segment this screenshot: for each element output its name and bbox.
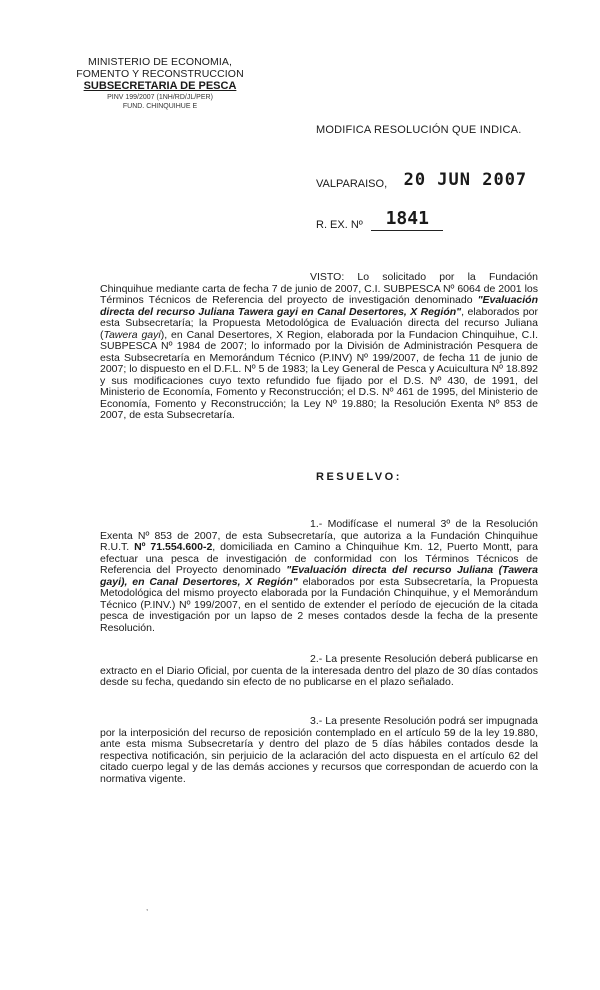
item-1-text-b: , domiciliada en Camino a Chinquihue Km. 12, Puerto Montt, para efectuar una pesca de investigación de conformidad con los Términos Técnicos de Referencia del Proyecto denominado — [100, 541, 538, 576]
visto-species: Tawera gayi — [103, 328, 161, 341]
item-2-lead: 2.- La presente Resolución deberá publicarse en — [310, 653, 538, 665]
ministry-line2: FOMENTO Y RECONSTRUCCION — [76, 68, 244, 80]
resolution-number — [316, 208, 443, 231]
visto-text-b: , elaborados por esta Subsecretaría; la Propuesta Metodológica de Evaluación directa del recurso Juliana ( — [100, 305, 538, 341]
ministry-line1: MINISTERIO DE ECONOMIA, — [87, 56, 233, 68]
reference-line1: PINV 199/2007 (1NH/RD/JL/PER) — [107, 94, 213, 101]
reference-line2: FUND. CHINQUIHUE E — [122, 103, 198, 110]
item-3-lead: 3.- La presente Resolución podrá ser impugnada — [310, 715, 538, 727]
item-1-lead: 1.- Modifícase el numeral 3º de la Resolución — [310, 518, 538, 530]
date-stamp: 20 JUN 2007 — [403, 170, 528, 190]
resuelvo-heading: RESUELVO: — [316, 471, 402, 483]
item-3-text: por la interposición del recurso de reposición contemplado en el artículo 59 de la ley 19.880, ante esta misma Subsecretaría y dentro del plazo de 5 días hábiles contados desde la respectiva notificación, sin perjuicio de la aclaración del acto dispuesta en el artículo 62 del citado cuerpo legal y de las demás acciones y recursos que correspondan de acuerdo con la normativa vigente. — [100, 726, 538, 785]
subsecretaria-name: SUBSECRETARIA DE PESCA — [83, 80, 237, 92]
resolution-label: R. EX. Nº — [316, 219, 363, 231]
visto-paragraph — [100, 272, 538, 422]
item-1-rut: Nº 71.554.600-2 — [134, 541, 213, 553]
visto-text-c: ), en Canal Desertores, X Region, elaborada por la Fundacion Chinquihue, C.I. SUBPESCA Nº 1984 de 2007; lo informado por la División de Administración Pesquera de esta Subsecretaría en Memorándum Técnico (P.INV) Nº 199/2007, de fecha 11 de junio de 2007; lo dispuesto en el D.F.L. Nº 5 de 1983; la Ley General de Pesca y Acuicultura Nº 18.892 y sus modificaciones cuyo texto refundido fue fijado por el D.S. Nº 430, de 1991, del Ministerio de Economía, Fomento y Reconstrucción; el D.S. Nº 461 de 1995, del Ministerio de Economía, Fomento y Reconstrucción; la Ley Nº 19.880; la Resolución Exenta Nº 853 de 2007, de esta Subsecretaría. — [100, 328, 539, 421]
visto-project-title: "Evaluación directa del recurso Juliana Tawera gayi en Canal Desertores, X Región" — [100, 294, 538, 318]
item-1-project-title: "Evaluación directa del recurso Juliana (Tawera gayi), en Canal Desertores, X Región" — [100, 564, 538, 588]
visto-label: VISTO: — [310, 271, 345, 283]
place-date — [316, 170, 527, 194]
scan-mark: , — [146, 903, 149, 912]
resolution-item-3 — [100, 716, 538, 785]
resolution-item-1 — [100, 519, 538, 634]
ministry-header — [70, 56, 250, 111]
resolution-number-value: 1841 — [371, 208, 443, 231]
document-subject: MODIFICA RESOLUCIÓN QUE INDICA. — [316, 124, 522, 136]
visto-text-a: Lo solicitado por la Fundación Chinquihue mediante carta de fecha 7 de junio de 2007, C.I. SUBPESCA Nº 6064 de 2001 los Términos Técnicos de Referencia del proyecto de investigación denominado — [100, 271, 538, 306]
item-1-text-c: elaborados por esta Subsecretaría, la Propuesta Metodológica del mismo proyecto elaborada por la Fundación Chinquihue, y el Memorándum Técnico (P.INV.) Nº 199/2007, en el sentido de extender el período de ejecución de la citada pesca de investigación por un lapso de 2 meses contados desde la fecha de la presente Resolución. — [100, 575, 539, 634]
item-1-text-a: Exenta Nº 853 de 2007, de esta Subsecretaría, que autoriza a la Fundación Chinquihue R.U.T. — [100, 529, 538, 553]
place-label: VALPARAISO, — [316, 178, 388, 190]
item-2-text: extracto en el Diario Oficial, por cuenta de la interesada dentro del plazo de 30 días contados desde su fecha, quedando sin efecto de no publicarse en el plazo señalado. — [100, 664, 538, 688]
resolution-item-2 — [100, 654, 538, 689]
